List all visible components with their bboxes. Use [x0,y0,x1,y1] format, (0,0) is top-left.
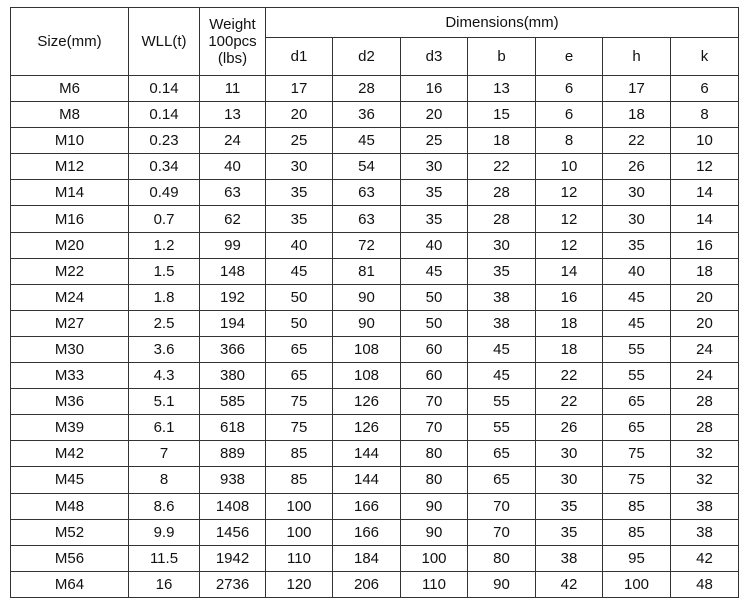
cell-e: 30 [536,441,603,467]
table-row [11,545,739,571]
cell-weight: 192 [200,284,266,310]
header-e: e [536,38,603,76]
cell-h: 100 [603,571,671,597]
cell-e: 35 [536,519,603,545]
cell-wll: 1.5 [129,258,200,284]
cell-d2: 63 [333,206,401,232]
cell-k: 20 [671,310,739,336]
cell-h: 85 [603,519,671,545]
cell-wll: 5.1 [129,389,200,415]
cell-size: M12 [11,154,129,180]
cell-size: M36 [11,389,129,415]
cell-weight: 889 [200,441,266,467]
cell-k: 12 [671,154,739,180]
cell-h: 55 [603,363,671,389]
spec-table [10,7,739,598]
cell-d3: 16 [401,76,468,102]
cell-k: 32 [671,467,739,493]
cell-d3: 80 [401,467,468,493]
cell-d1: 85 [266,467,333,493]
cell-h: 35 [603,232,671,258]
table-row [11,467,739,493]
cell-k: 38 [671,519,739,545]
cell-b: 55 [468,415,536,441]
cell-e: 12 [536,206,603,232]
cell-d3: 30 [401,154,468,180]
cell-b: 90 [468,571,536,597]
cell-h: 75 [603,467,671,493]
cell-size: M16 [11,206,129,232]
cell-d1: 45 [266,258,333,284]
cell-d2: 126 [333,389,401,415]
cell-b: 45 [468,336,536,362]
cell-wll: 0.23 [129,128,200,154]
cell-size: M48 [11,493,129,519]
cell-d1: 65 [266,336,333,362]
table-row [11,363,739,389]
header-weight [200,8,266,76]
cell-d1: 75 [266,389,333,415]
cell-d3: 45 [401,258,468,284]
cell-k: 24 [671,336,739,362]
table-body [11,76,739,598]
cell-weight: 63 [200,180,266,206]
cell-e: 30 [536,467,603,493]
cell-wll: 9.9 [129,519,200,545]
cell-b: 13 [468,76,536,102]
cell-weight: 24 [200,128,266,154]
cell-size: M24 [11,284,129,310]
cell-size: M30 [11,336,129,362]
cell-k: 32 [671,441,739,467]
header-weight-line-1: Weight [209,16,256,33]
header-b: b [468,38,536,76]
cell-d2: 144 [333,467,401,493]
cell-weight: 13 [200,102,266,128]
cell-h: 45 [603,284,671,310]
cell-weight: 11 [200,76,266,102]
cell-d3: 70 [401,415,468,441]
cell-wll: 16 [129,571,200,597]
cell-d2: 90 [333,310,401,336]
cell-d3: 50 [401,310,468,336]
cell-wll: 6.1 [129,415,200,441]
cell-k: 14 [671,206,739,232]
table-row [11,284,739,310]
cell-d2: 36 [333,102,401,128]
table-row [11,493,739,519]
cell-k: 38 [671,493,739,519]
cell-wll: 0.14 [129,102,200,128]
cell-d1: 100 [266,493,333,519]
table-row [11,206,739,232]
cell-b: 55 [468,389,536,415]
cell-size: M33 [11,363,129,389]
cell-d2: 54 [333,154,401,180]
cell-d2: 166 [333,493,401,519]
cell-d1: 17 [266,76,333,102]
cell-e: 18 [536,310,603,336]
cell-h: 30 [603,180,671,206]
cell-d1: 50 [266,310,333,336]
header-d1: d1 [266,38,333,76]
table-row [11,336,739,362]
cell-h: 55 [603,336,671,362]
cell-k: 10 [671,128,739,154]
cell-e: 14 [536,258,603,284]
cell-d1: 120 [266,571,333,597]
cell-b: 38 [468,284,536,310]
cell-b: 28 [468,206,536,232]
header-d3: d3 [401,38,468,76]
cell-weight: 380 [200,363,266,389]
cell-b: 30 [468,232,536,258]
cell-e: 6 [536,76,603,102]
cell-size: M8 [11,102,129,128]
cell-b: 22 [468,154,536,180]
cell-weight: 2736 [200,571,266,597]
cell-d1: 25 [266,128,333,154]
cell-size: M10 [11,128,129,154]
header-weight-line-3: (lbs) [217,50,248,67]
cell-wll: 11.5 [129,545,200,571]
cell-size: M52 [11,519,129,545]
cell-size: M42 [11,441,129,467]
header-wll: WLL(t) [129,8,200,76]
cell-wll: 0.14 [129,76,200,102]
cell-d1: 85 [266,441,333,467]
cell-d3: 35 [401,180,468,206]
cell-wll: 1.2 [129,232,200,258]
table-row [11,310,739,336]
cell-d3: 60 [401,363,468,389]
cell-weight: 62 [200,206,266,232]
cell-d1: 65 [266,363,333,389]
header-size: Size(mm) [11,8,129,76]
cell-weight: 40 [200,154,266,180]
cell-weight: 585 [200,389,266,415]
cell-e: 16 [536,284,603,310]
cell-b: 28 [468,180,536,206]
cell-d2: 90 [333,284,401,310]
cell-d2: 72 [333,232,401,258]
cell-d3: 110 [401,571,468,597]
cell-weight: 366 [200,336,266,362]
table-row [11,415,739,441]
cell-d1: 35 [266,206,333,232]
cell-d2: 108 [333,336,401,362]
cell-d2: 206 [333,571,401,597]
cell-d3: 80 [401,441,468,467]
cell-d1: 110 [266,545,333,571]
cell-h: 18 [603,102,671,128]
cell-d2: 184 [333,545,401,571]
cell-d2: 28 [333,76,401,102]
table-row [11,154,739,180]
cell-d3: 90 [401,519,468,545]
cell-weight: 148 [200,258,266,284]
cell-d3: 35 [401,206,468,232]
cell-k: 28 [671,389,739,415]
cell-weight: 1408 [200,493,266,519]
cell-b: 45 [468,363,536,389]
cell-k: 14 [671,180,739,206]
cell-d2: 45 [333,128,401,154]
cell-b: 70 [468,519,536,545]
cell-h: 17 [603,76,671,102]
cell-k: 48 [671,571,739,597]
cell-e: 10 [536,154,603,180]
table-row [11,128,739,154]
cell-e: 38 [536,545,603,571]
cell-d3: 60 [401,336,468,362]
cell-wll: 0.7 [129,206,200,232]
table-row [11,76,739,102]
cell-d1: 75 [266,415,333,441]
cell-wll: 8 [129,467,200,493]
cell-k: 18 [671,258,739,284]
table-row [11,441,739,467]
cell-b: 80 [468,545,536,571]
cell-e: 6 [536,102,603,128]
cell-k: 42 [671,545,739,571]
cell-d3: 90 [401,493,468,519]
cell-size: M20 [11,232,129,258]
cell-e: 8 [536,128,603,154]
cell-weight: 618 [200,415,266,441]
cell-e: 12 [536,180,603,206]
cell-b: 65 [468,467,536,493]
table-row [11,180,739,206]
cell-e: 42 [536,571,603,597]
cell-size: M39 [11,415,129,441]
cell-b: 38 [468,310,536,336]
cell-d3: 25 [401,128,468,154]
table-row [11,571,739,597]
cell-weight: 99 [200,232,266,258]
cell-h: 85 [603,493,671,519]
cell-h: 65 [603,389,671,415]
cell-e: 12 [536,232,603,258]
cell-d2: 108 [333,363,401,389]
cell-d3: 40 [401,232,468,258]
cell-h: 45 [603,310,671,336]
cell-wll: 4.3 [129,363,200,389]
cell-wll: 8.6 [129,493,200,519]
header-dimensions: Dimensions(mm) [266,8,739,38]
cell-e: 18 [536,336,603,362]
cell-size: M64 [11,571,129,597]
table-row [11,389,739,415]
cell-h: 22 [603,128,671,154]
cell-d3: 20 [401,102,468,128]
cell-d2: 126 [333,415,401,441]
table-row [11,258,739,284]
cell-wll: 0.49 [129,180,200,206]
header-d2: d2 [333,38,401,76]
header-k: k [671,38,739,76]
cell-b: 65 [468,441,536,467]
cell-e: 22 [536,389,603,415]
cell-size: M45 [11,467,129,493]
cell-k: 28 [671,415,739,441]
cell-e: 35 [536,493,603,519]
cell-h: 30 [603,206,671,232]
table-row [11,102,739,128]
cell-h: 65 [603,415,671,441]
table-row [11,519,739,545]
cell-d2: 81 [333,258,401,284]
cell-weight: 938 [200,467,266,493]
table-row [11,232,739,258]
cell-e: 26 [536,415,603,441]
cell-d3: 50 [401,284,468,310]
cell-d1: 20 [266,102,333,128]
cell-d2: 166 [333,519,401,545]
cell-d2: 63 [333,180,401,206]
cell-weight: 1456 [200,519,266,545]
cell-h: 75 [603,441,671,467]
cell-d3: 70 [401,389,468,415]
cell-wll: 1.8 [129,284,200,310]
cell-d1: 50 [266,284,333,310]
cell-k: 20 [671,284,739,310]
header-h: h [603,38,671,76]
cell-d1: 35 [266,180,333,206]
cell-b: 70 [468,493,536,519]
cell-d3: 100 [401,545,468,571]
cell-h: 40 [603,258,671,284]
cell-h: 26 [603,154,671,180]
cell-size: M22 [11,258,129,284]
cell-k: 8 [671,102,739,128]
cell-b: 35 [468,258,536,284]
cell-k: 6 [671,76,739,102]
cell-e: 22 [536,363,603,389]
cell-wll: 7 [129,441,200,467]
cell-wll: 3.6 [129,336,200,362]
cell-h: 95 [603,545,671,571]
cell-d2: 144 [333,441,401,467]
cell-size: M6 [11,76,129,102]
cell-b: 18 [468,128,536,154]
cell-wll: 0.34 [129,154,200,180]
cell-d1: 30 [266,154,333,180]
cell-size: M27 [11,310,129,336]
header-weight-line-2: 100pcs [208,33,257,50]
cell-k: 24 [671,363,739,389]
cell-k: 16 [671,232,739,258]
cell-weight: 1942 [200,545,266,571]
cell-weight: 194 [200,310,266,336]
cell-d1: 100 [266,519,333,545]
cell-size: M14 [11,180,129,206]
cell-d1: 40 [266,232,333,258]
cell-size: M56 [11,545,129,571]
cell-b: 15 [468,102,536,128]
cell-wll: 2.5 [129,310,200,336]
